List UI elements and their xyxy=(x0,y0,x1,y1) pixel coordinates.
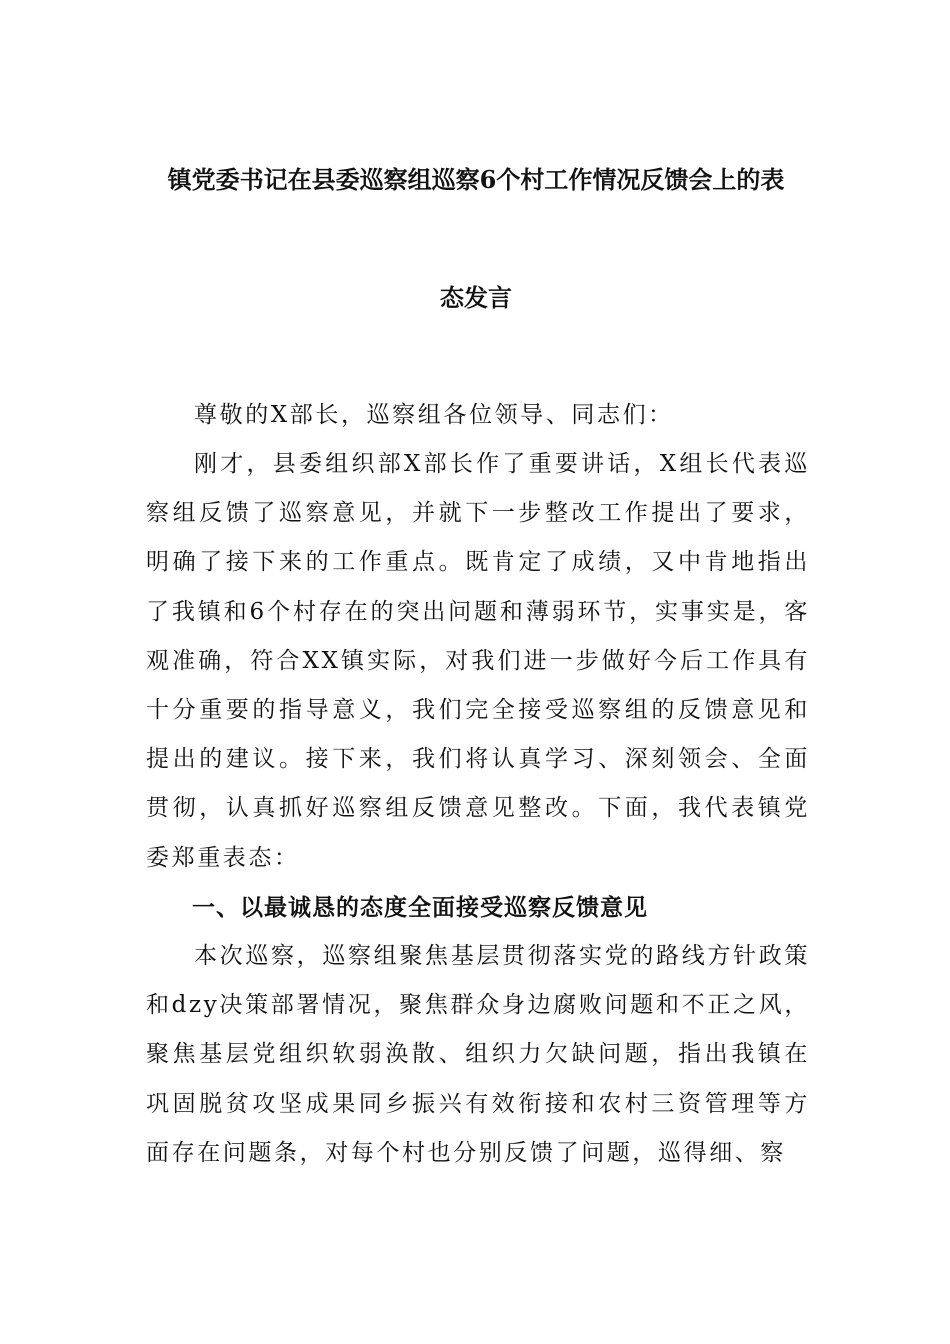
section-heading-1: 一、以最诚恳的态度全面接受巡察反馈意见 xyxy=(192,894,648,921)
salutation: 尊敬的X部长，巡察组各位领导、同志们： xyxy=(194,402,674,428)
paragraph-2: 本次巡察，巡察组聚焦基层贯彻落实党的路线方针政策和dzy决策部署情况，聚焦群众身边腐败问题和不正之风，聚焦基层党组织软弱涣散、组织力欠缺问题，指出我镇在巩固脱贫攻坚成果同乡振兴有效衔接和农村三资管理等方面存在问题条，对每个村也分别反馈了问题，巡得细、察 xyxy=(146,943,810,1166)
paragraph-1: 刚才，县委组织部X部长作了重要讲话，X组长代表巡察组反馈了巡察意见，并就下一步整改工作提出了要求，明确了接下来的工作重点。既肯定了成绩，又中肯地指出了我镇和6个村存在的突出问题和薄弱环节，实事实是，客观准确，符合XX镇实际，对我们进一步做好今后工作具有十分重要的指导意义，我们完全接受巡察组的反馈意见和提出的建议。接下来，我们将认真学习、深刻领会、全面贯彻，认真抓好巡察组反馈意见整改。下面，我代表镇党委郑重表态： xyxy=(146,451,810,871)
document-title-line-1: 镇党委书记在县委巡察组巡察6个村工作情况反馈会上的表 xyxy=(167,165,785,194)
document-title-line-2: 态发言 xyxy=(440,283,512,312)
